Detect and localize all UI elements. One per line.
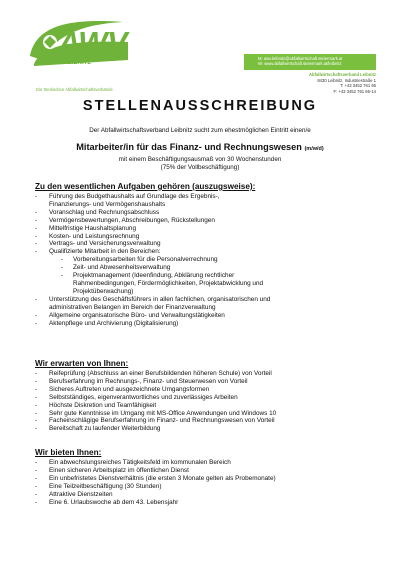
list-item: - Bereitschaft zu laufender Weiterbildung [35, 425, 161, 433]
address-tel: T: +43 3452 761 66 [340, 83, 376, 89]
list-item: - Kosten- und Leistungsrechnung [35, 232, 140, 240]
sub-list-item: - Zeit- und Abwesenheitsverwaltung [61, 264, 171, 272]
position-details [0, 156, 400, 172]
list-item: - Höchste Diskretion und Teamfähigkeit [35, 401, 157, 409]
contact-bar [244, 54, 376, 70]
address-org: Abfallwirtschaftsverband Leibnitz [308, 72, 376, 77]
sub-list-item: - Vorbereitungsarbeiten für die Personalverrechnung [61, 256, 218, 264]
list-item: - Ein abwechslungsreiches Tätigkeitsfeld im kommunalen Bereich [35, 459, 231, 466]
offer-heading: Wir bieten Ihnen: [35, 448, 102, 457]
offer-section [35, 448, 375, 506]
list-item: - Unterstützung des Geschäftsführers in allen fachlichen, organisatorischen und administrativen Belangen im Bereich der Finanzverwaltung [35, 295, 271, 311]
list-item: - Berufserfahrung im Rechnungs-, Finanz- und Steuerwesen von Vorteil [35, 377, 248, 385]
logo-city: LEIBNITZ [64, 60, 91, 66]
address-street: 8430 Leibnitz, Industriestraße 1 [317, 77, 376, 83]
list-item: - Eine Teilzeitbeschäftigung (30 Stunden) [35, 482, 162, 490]
list-item: - Führung des Budgethaushalts auf Grundlage des Ergebnis-, Finanzierungs- und Vermögenshaushalts [35, 193, 220, 208]
sub-list-item: - Projektmanagement (Ideenfindung, Abklärung rechtlicher Rahmenbedingungen, Fördermöglichkeiten, Projektabwicklung und Projektüberwachung) [61, 272, 264, 295]
address-block [309, 72, 376, 94]
list-item: - Mittelfristige Haushaltsplanung [35, 224, 137, 232]
logo-tagline: Die Steirischen Abfallwirtschaftsverbände [36, 87, 113, 92]
list-item: - Reifeprüfung (Abschluss an einer Berufsbildenden höheren Schule) von Vorteil [35, 370, 272, 377]
contact-mail[interactable]: M: awv.leibnitz@abfallwirtschaft.steiermark.at [258, 56, 343, 61]
position-percent: (75% der Vollbeschäftigung) [160, 164, 240, 171]
page-title: STELLENAUSSCHREIBUNG [82, 98, 318, 114]
logo-brand: AWV [58, 25, 128, 60]
list-item: - Eine 6. Urlaubswoche ab dem 43. Lebensjahr [35, 498, 179, 506]
position-title [0, 142, 400, 152]
list-item: - Allgemeine organisatorische Büro- und Verwaltungstätigkeiten [35, 311, 225, 319]
list-item: - Sicheres Auftreten und ausgezeichnete Umgangsformen [35, 385, 210, 393]
list-item: - Qualifizierte Mitarbeit in den Bereichen: - Vorbereitungsarbeiten für die Personalverrechnung - Zeit- und Abwesenheitsverwaltung - Projektmanagement (Ideenfindung, Abklärung rechtlicher Rahmenbedingungen, Fördermöglichkeiten, Projektabwicklung und Projektüberwachung) [35, 248, 375, 295]
position-hours: mit einem Beschäftigungsausmaß von 30 Wochenstunden [118, 156, 282, 163]
position-title-suffix: (m/w/d) [304, 146, 324, 152]
list-item: - Aktenpflege und Archivierung (Digitalisierung) [35, 319, 179, 327]
awv-logo [28, 16, 133, 92]
address-fax: F: +43 3452 761 66-14 [333, 88, 376, 94]
list-item: - Vertrags- und Versicherungsverwaltung [35, 240, 161, 248]
list-item: - Einen sicheren Arbeitsplatz im öffentlichen Dienst [35, 466, 189, 474]
letterhead [0, 0, 400, 100]
list-item: - Facheinschlägige Berufserfahrung im Finanz- und Rechnungswesen von Vorteil [35, 417, 275, 425]
expectations-heading: Wir erwarten von Ihnen: [35, 359, 129, 368]
list-item: - Ein unbefristetes Dienstverhältnis (die ersten 3 Monate gelten als Probemonate) [35, 474, 276, 482]
intro-text: Der Abfallwirtschaftsverband Leibnitz sucht zum ehestmöglichen Eintritt einen/e [89, 127, 311, 134]
expectations-section [35, 359, 375, 433]
list-item: - Selbstständiges, eigenverantwortliches und zuverlässiges Arbeiten [35, 393, 238, 401]
list-item: - Vermögensbewertungen, Abschreibungen, Rückstellungen [35, 216, 215, 224]
tasks-section [35, 182, 375, 327]
tasks-heading: Zu den wesentlichen Aufgaben gehören (auszugsweise): [35, 182, 256, 191]
list-item: - Voranschlag und Rechnungsabschluss [35, 208, 160, 216]
position-title-text: Mitarbeiter/in für das Finanz- und Rechnungswesen [76, 142, 302, 152]
list-item: - Sehr gute Kenntnisse im Umgang mit MS-Office Anwendungen und Windows 10 [35, 409, 277, 417]
contact-web[interactable]: W: www.abfallwirtschaft.steiermark.at/leibnitz [258, 61, 342, 67]
list-item: - Attraktive Dienstzeiten [35, 490, 113, 498]
